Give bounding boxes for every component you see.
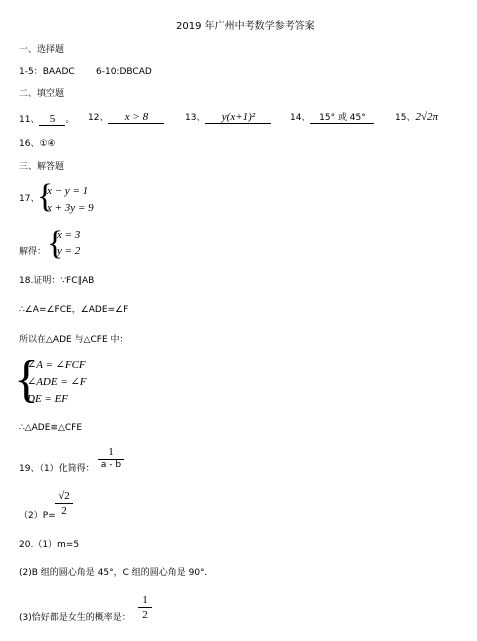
fill-item-15 — [395, 112, 438, 123]
q20-part3-fraction — [138, 594, 152, 621]
item-answer: 15° 或 45° — [310, 114, 374, 124]
item-number: 14、 — [290, 113, 311, 123]
item-answer: y(x+1)² — [205, 112, 271, 124]
section-heading-fill: 二、填空题 — [19, 89, 65, 99]
fraction-numerator: 1 — [142, 594, 148, 606]
q17-system-brace: { — [37, 178, 54, 215]
q19-part2-fraction — [55, 490, 73, 517]
fraction-denominator: 2 — [61, 505, 67, 518]
q19-part1-label: 19、（1）化简得： — [19, 464, 95, 474]
fraction-numerator: √2 — [58, 490, 70, 502]
section-heading-choice: 一、选择题 — [19, 45, 65, 55]
q18-condition-2: ∠ADE = ∠F — [27, 376, 87, 388]
fraction-bar — [55, 503, 73, 504]
q19-part1-fraction — [98, 446, 124, 471]
q17-solution-label: 解得： — [19, 247, 47, 257]
q18-angles: ∴∠A=∠FCE，∠ADE=∠F — [19, 305, 129, 315]
q18-condition-3: DE = EF — [27, 393, 69, 405]
item-tail: 。 — [65, 115, 75, 125]
q17-solution-x: x = 3 — [57, 229, 81, 241]
section-heading-solutions: 三、解答题 — [19, 162, 65, 172]
q19-part2-label: （2）P= — [19, 511, 56, 521]
item-answer: x > 8 — [108, 112, 164, 124]
q18-given: 18.证明：∵FC∥AB — [19, 276, 95, 286]
page-title: 2019 年广州中考数学参考答案 — [176, 21, 315, 32]
q20-part1: 20.（1）m=5 — [19, 540, 80, 550]
item-answer: ①④ — [39, 139, 56, 149]
fraction-denominator: 2 — [142, 609, 148, 622]
item-number: 16、 — [19, 139, 40, 149]
fill-item-14 — [290, 114, 374, 124]
q18-intro: 所以在△ADE 与△CFE 中： — [19, 335, 129, 345]
q17-equation-1: x − y = 1 — [47, 185, 89, 197]
item-number: 12、 — [88, 113, 109, 123]
choice-answers-1-5: 1-5：BAADC — [19, 67, 75, 77]
q17-solution-y: y = 2 — [57, 245, 81, 257]
q17-equation-2: x + 3y = 9 — [47, 202, 94, 214]
fill-item-16 — [19, 140, 56, 149]
fraction-numerator: 1 — [108, 446, 114, 458]
choice-answers-6-10: 6-10:DBCAD — [96, 67, 152, 77]
q18-conclusion: ∴△ADE≌△CFE — [19, 423, 83, 433]
q17-solution-brace: { — [47, 225, 64, 262]
item-answer: 5 — [39, 114, 65, 126]
fill-item-13 — [185, 112, 271, 124]
item-number: 15、 — [395, 113, 416, 123]
item-number: 13、 — [185, 113, 206, 123]
q18-condition-1: ∠A = ∠FCF — [27, 359, 86, 371]
fraction-denominator: a - b — [100, 460, 122, 471]
item-number: 11、 — [19, 115, 40, 125]
q20-part3-label: (3)恰好都是女生的概率是： — [19, 613, 131, 623]
q18-system-brace: { — [14, 351, 39, 408]
fill-item-12 — [88, 112, 164, 124]
q17-number: 17、 — [19, 194, 40, 204]
fraction-bar — [138, 607, 152, 608]
fill-item-11 — [19, 114, 74, 126]
q20-part2: (2)B 组的圆心角是 45°，C 组的圆心角是 90°． — [19, 568, 214, 578]
item-answer: 2√2π — [415, 111, 439, 123]
